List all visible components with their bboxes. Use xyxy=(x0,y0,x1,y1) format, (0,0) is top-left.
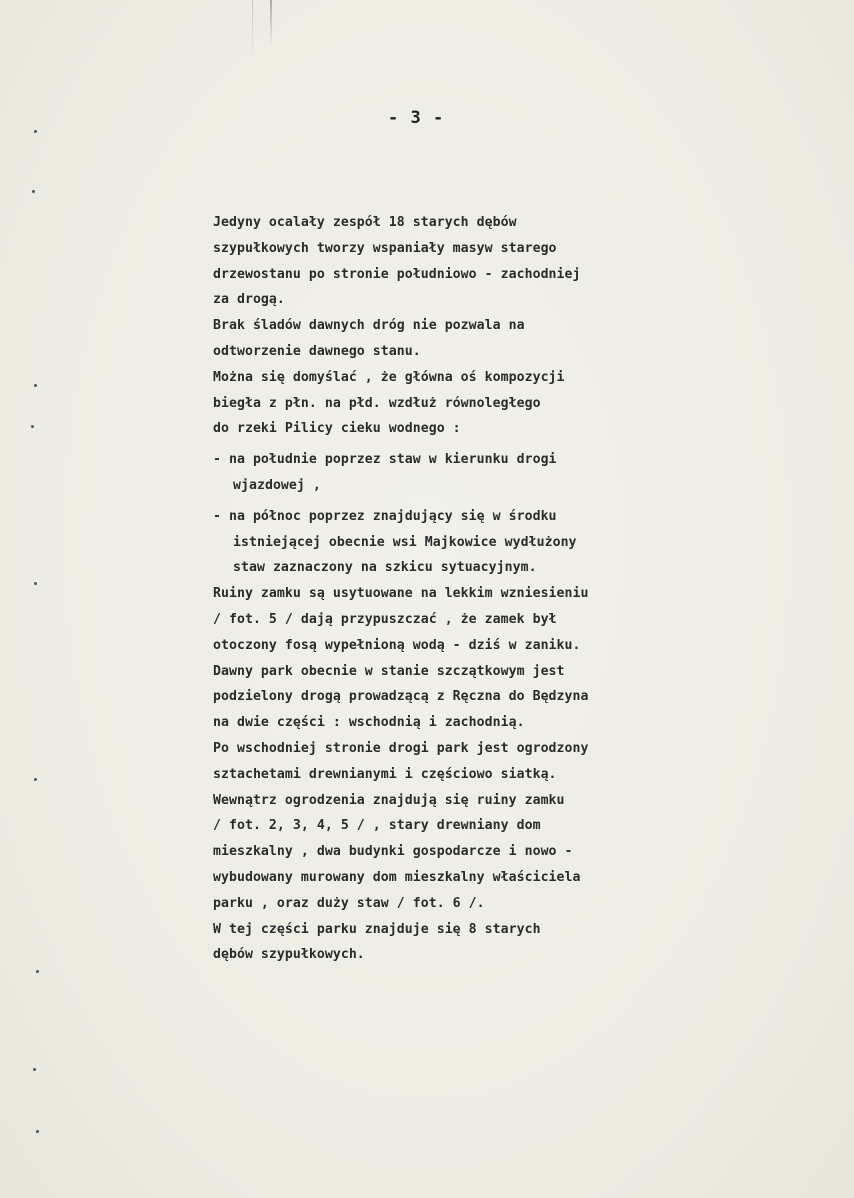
text-line: Jedyny ocalały zespół 18 starych dębów xyxy=(213,215,517,230)
text-line: Wewnątrz ogrodzenia znajdują się ruiny zamku xyxy=(213,792,565,808)
text-line: podzielony drogą prowadzącą z Ręczna do Będzyna xyxy=(213,689,589,705)
text-line: Ruiny zamku są usytuowane na lekkim wzniesieniu xyxy=(213,586,589,602)
text-line: na dwie części : wschodnią i zachodnią. xyxy=(213,715,525,731)
text-line: otoczony fosą wypełnioną wodą - dziś w zaniku. xyxy=(213,637,581,653)
margin-dot xyxy=(34,384,37,387)
margin-dot xyxy=(33,1068,36,1071)
text-line: za drogą. xyxy=(213,292,285,308)
text-line: wybudowany murowany dom mieszkalny właściciela xyxy=(213,869,581,885)
text-line: Po wschodniej stronie drogi park jest ogrodzony xyxy=(213,740,589,756)
text-line: / fot. 5 / dają przypuszczać , że zamek był xyxy=(213,611,557,627)
text-line: istniejącej obecnie wsi Majkowice wydłużony xyxy=(233,534,577,550)
margin-dot xyxy=(34,130,37,133)
margin-dot xyxy=(34,778,37,781)
text-line: staw zaznaczony na szkicu sytuacyjnym. xyxy=(233,560,537,576)
margin-dot xyxy=(32,190,35,193)
text-line: / fot. 2, 3, 4, 5 / , stary drewniany dom xyxy=(213,818,541,834)
text-line: Brak śladów dawnych dróg nie pozwala na xyxy=(213,318,525,334)
text-line: Można się domyślać , że główna oś kompozycji xyxy=(213,369,565,385)
margin-dot xyxy=(36,1130,39,1133)
margin-dot xyxy=(36,970,39,973)
page-number: - 3 - xyxy=(388,108,445,128)
text-line: do rzeki Pilicy cieku wodnego : xyxy=(213,421,461,437)
text-line: szypułkowych tworzy wspaniały masyw starego xyxy=(213,240,557,256)
text-line: biegła z płn. na płd. wzdłuż równoległego xyxy=(213,395,541,411)
text-line: drzewostanu po stronie południowo - zachodniej xyxy=(213,266,581,282)
text-line: parku , oraz duży staw / fot. 6 /. xyxy=(213,895,485,911)
text-line: - na południe poprzez staw w kierunku drogi xyxy=(213,452,557,468)
margin-dot xyxy=(34,582,37,585)
text-line: sztachetami drewnianymi i częściowo siatką. xyxy=(213,766,557,782)
text-line: Dawny park obecnie w stanie szczątkowym jest xyxy=(213,663,565,679)
paper-crease-secondary xyxy=(252,0,253,60)
text-line: - na północ poprzez znajdujący się w środku xyxy=(213,508,557,524)
paper-crease xyxy=(270,0,272,46)
text-line: odtworzenie dawnego stanu. xyxy=(213,343,421,359)
text-line: W tej części parku znajduje się 8 starych xyxy=(213,921,541,937)
text-line: dębów szypułkowych. xyxy=(213,947,365,963)
body-text xyxy=(213,210,753,968)
text-line: mieszkalny , dwa budynki gospodarcze i nowo - xyxy=(213,844,573,860)
text-line: wjazdowej , xyxy=(233,477,321,493)
margin-dot xyxy=(31,425,34,428)
